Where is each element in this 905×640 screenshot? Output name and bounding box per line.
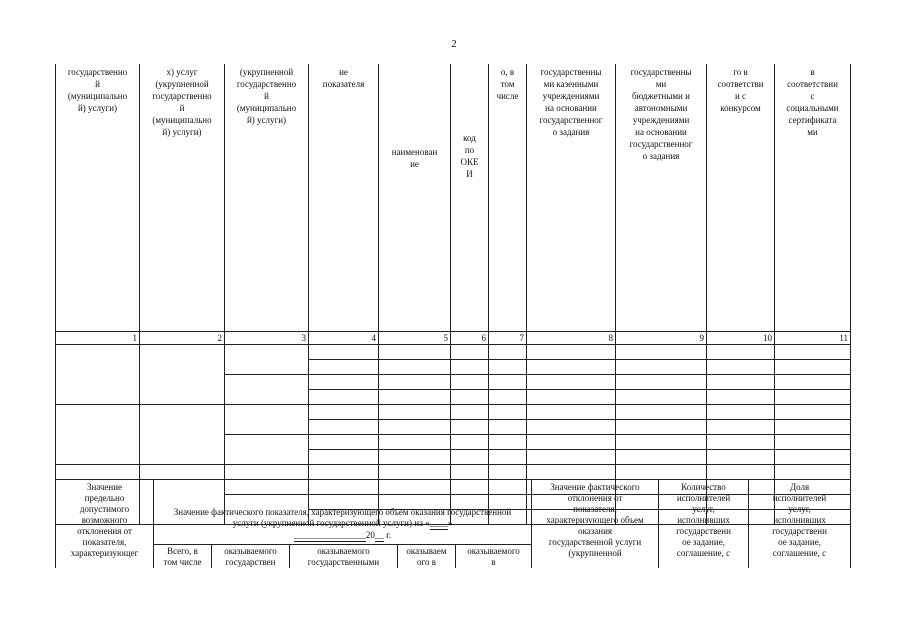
table-cell [56,405,140,465]
table-cell [451,390,489,405]
table-cell [451,345,489,360]
table-cell [379,450,451,465]
table-row [56,405,851,420]
table-cell [527,405,616,420]
table-cell [489,435,527,450]
table-cell [616,375,707,390]
table-cell [451,405,489,420]
table-cell [527,360,616,375]
table-cell [707,405,775,420]
executors-count-header: Количество исполнителей услуг, исполнивших государственн ое задание, соглашение, с [659,480,749,569]
executors-share-header: Доля исполнителей услуг, исполнивших государственн ое задание, соглашение, с [749,480,851,569]
table-cell [707,375,775,390]
table-cell [489,360,527,375]
header-row [56,64,851,332]
table-cell [140,405,225,465]
table-cell [309,360,379,375]
header-cell-4: ие показателя [309,64,379,332]
table-cell [56,345,140,405]
table-cell [451,420,489,435]
column-number: 7 [489,332,527,345]
header-cell-1: государственно й (муниципально й) услуги) [56,64,140,332]
subheader-state: оказываемого государствен [212,545,290,569]
table-cell [379,405,451,420]
table-cell [616,360,707,375]
table-cell [707,345,775,360]
table-cell [489,375,527,390]
header-cell-5: наименован ие [379,64,451,332]
table-cell [775,390,851,405]
header-cell-8: государственны ми казенными учреждениями на основании государственног о задания [527,64,616,332]
header-cell-2: х) услуг (укрупненной государственно й (муниципально й) услуги) [140,64,225,332]
table-cell [527,435,616,450]
top-table [55,64,851,525]
table-cell [379,360,451,375]
table-cell [775,435,851,450]
header-cell-7: о, в том числе [489,64,527,332]
table-cell [379,435,451,450]
table-cell [775,375,851,390]
table-cell [707,420,775,435]
table-cell [489,405,527,420]
table-cell [775,360,851,375]
table-cell [489,345,527,360]
table-row [56,345,851,360]
table-cell [775,345,851,360]
table-cell [527,450,616,465]
table-cell [451,435,489,450]
table-cell [616,420,707,435]
table-cell [309,390,379,405]
table-cell [775,420,851,435]
column-number: 11 [775,332,851,345]
subheader-state-institutions: оказываемого государственными [290,545,398,569]
subheader-provided-in: оказываем ого в [398,545,456,569]
table-cell [527,420,616,435]
table-cell [489,465,527,480]
table-cell [616,450,707,465]
bottom-header-row [56,480,851,545]
column-number: 3 [225,332,309,345]
table-cell [379,345,451,360]
table-cell [775,465,851,480]
column-number: 1 [56,332,140,345]
table-cell [309,345,379,360]
deviation-limit-header: Значение предельно допустимого возможного отклонения от показателя, характеризующег [56,480,154,569]
table-cell [379,420,451,435]
table-cell [616,405,707,420]
table-cell [489,450,527,465]
column-number: 6 [451,332,489,345]
table-cell [707,465,775,480]
table-cell [775,405,851,420]
column-number: 10 [707,332,775,345]
table-cell [225,345,309,375]
table-cell [489,390,527,405]
column-number: 4 [309,332,379,345]
table-cell [616,435,707,450]
table-cell [451,360,489,375]
table-cell [309,420,379,435]
table-cell [379,390,451,405]
table-cell [379,465,451,480]
table-cell [616,390,707,405]
page-number: 2 [451,38,457,50]
header-cell-9: государственны ми бюджетными и автономными учреждениями на основании государственног о задания [616,64,707,332]
table-cell [451,450,489,465]
column-number: 8 [527,332,616,345]
table-cell [225,405,309,435]
table-cell [707,390,775,405]
table-cell [775,450,851,465]
table-cell [451,375,489,390]
fact-value-header: Значение фактического показателя, характеризующего объем оказания государственной услуги (укрупненной государственной услуги) на «____» ________________20__ г. [154,480,532,545]
table-cell [309,435,379,450]
table-cell [616,345,707,360]
column-number: 5 [379,332,451,345]
table-cell [140,345,225,405]
table-cell [527,375,616,390]
table-cell [707,435,775,450]
header-cell-6: код по ОКЕ И [451,64,489,332]
subheader-provided: оказываемого в [456,545,532,569]
table-row [56,465,851,480]
table-cell [309,465,379,480]
column-number-row [56,332,851,345]
table-cell [707,450,775,465]
table-cell [225,375,309,405]
table-cell [309,405,379,420]
header-cell-10: го в соответстви и с конкурсом [707,64,775,332]
table-cell [489,420,527,435]
subheader-total: Всего, в том числе [154,545,212,569]
table-cell [309,450,379,465]
table-cell [225,435,309,465]
bottom-table [55,479,851,568]
table-cell [527,465,616,480]
table-cell [451,465,489,480]
fact-deviation-header: Значение фактического отклонения от показателя, характеризующего объем оказания государственной услуги (укрупненной [532,480,659,569]
table-cell [379,375,451,390]
table-cell [309,375,379,390]
table-cell [616,465,707,480]
column-number: 2 [140,332,225,345]
header-cell-11: в соответствии с социальными сертификата ми [775,64,851,332]
table-cell [707,360,775,375]
table-cell [527,345,616,360]
table-cell [527,390,616,405]
header-cell-3: (укрупненной государственно й (муниципально й) услуги) [225,64,309,332]
column-number: 9 [616,332,707,345]
